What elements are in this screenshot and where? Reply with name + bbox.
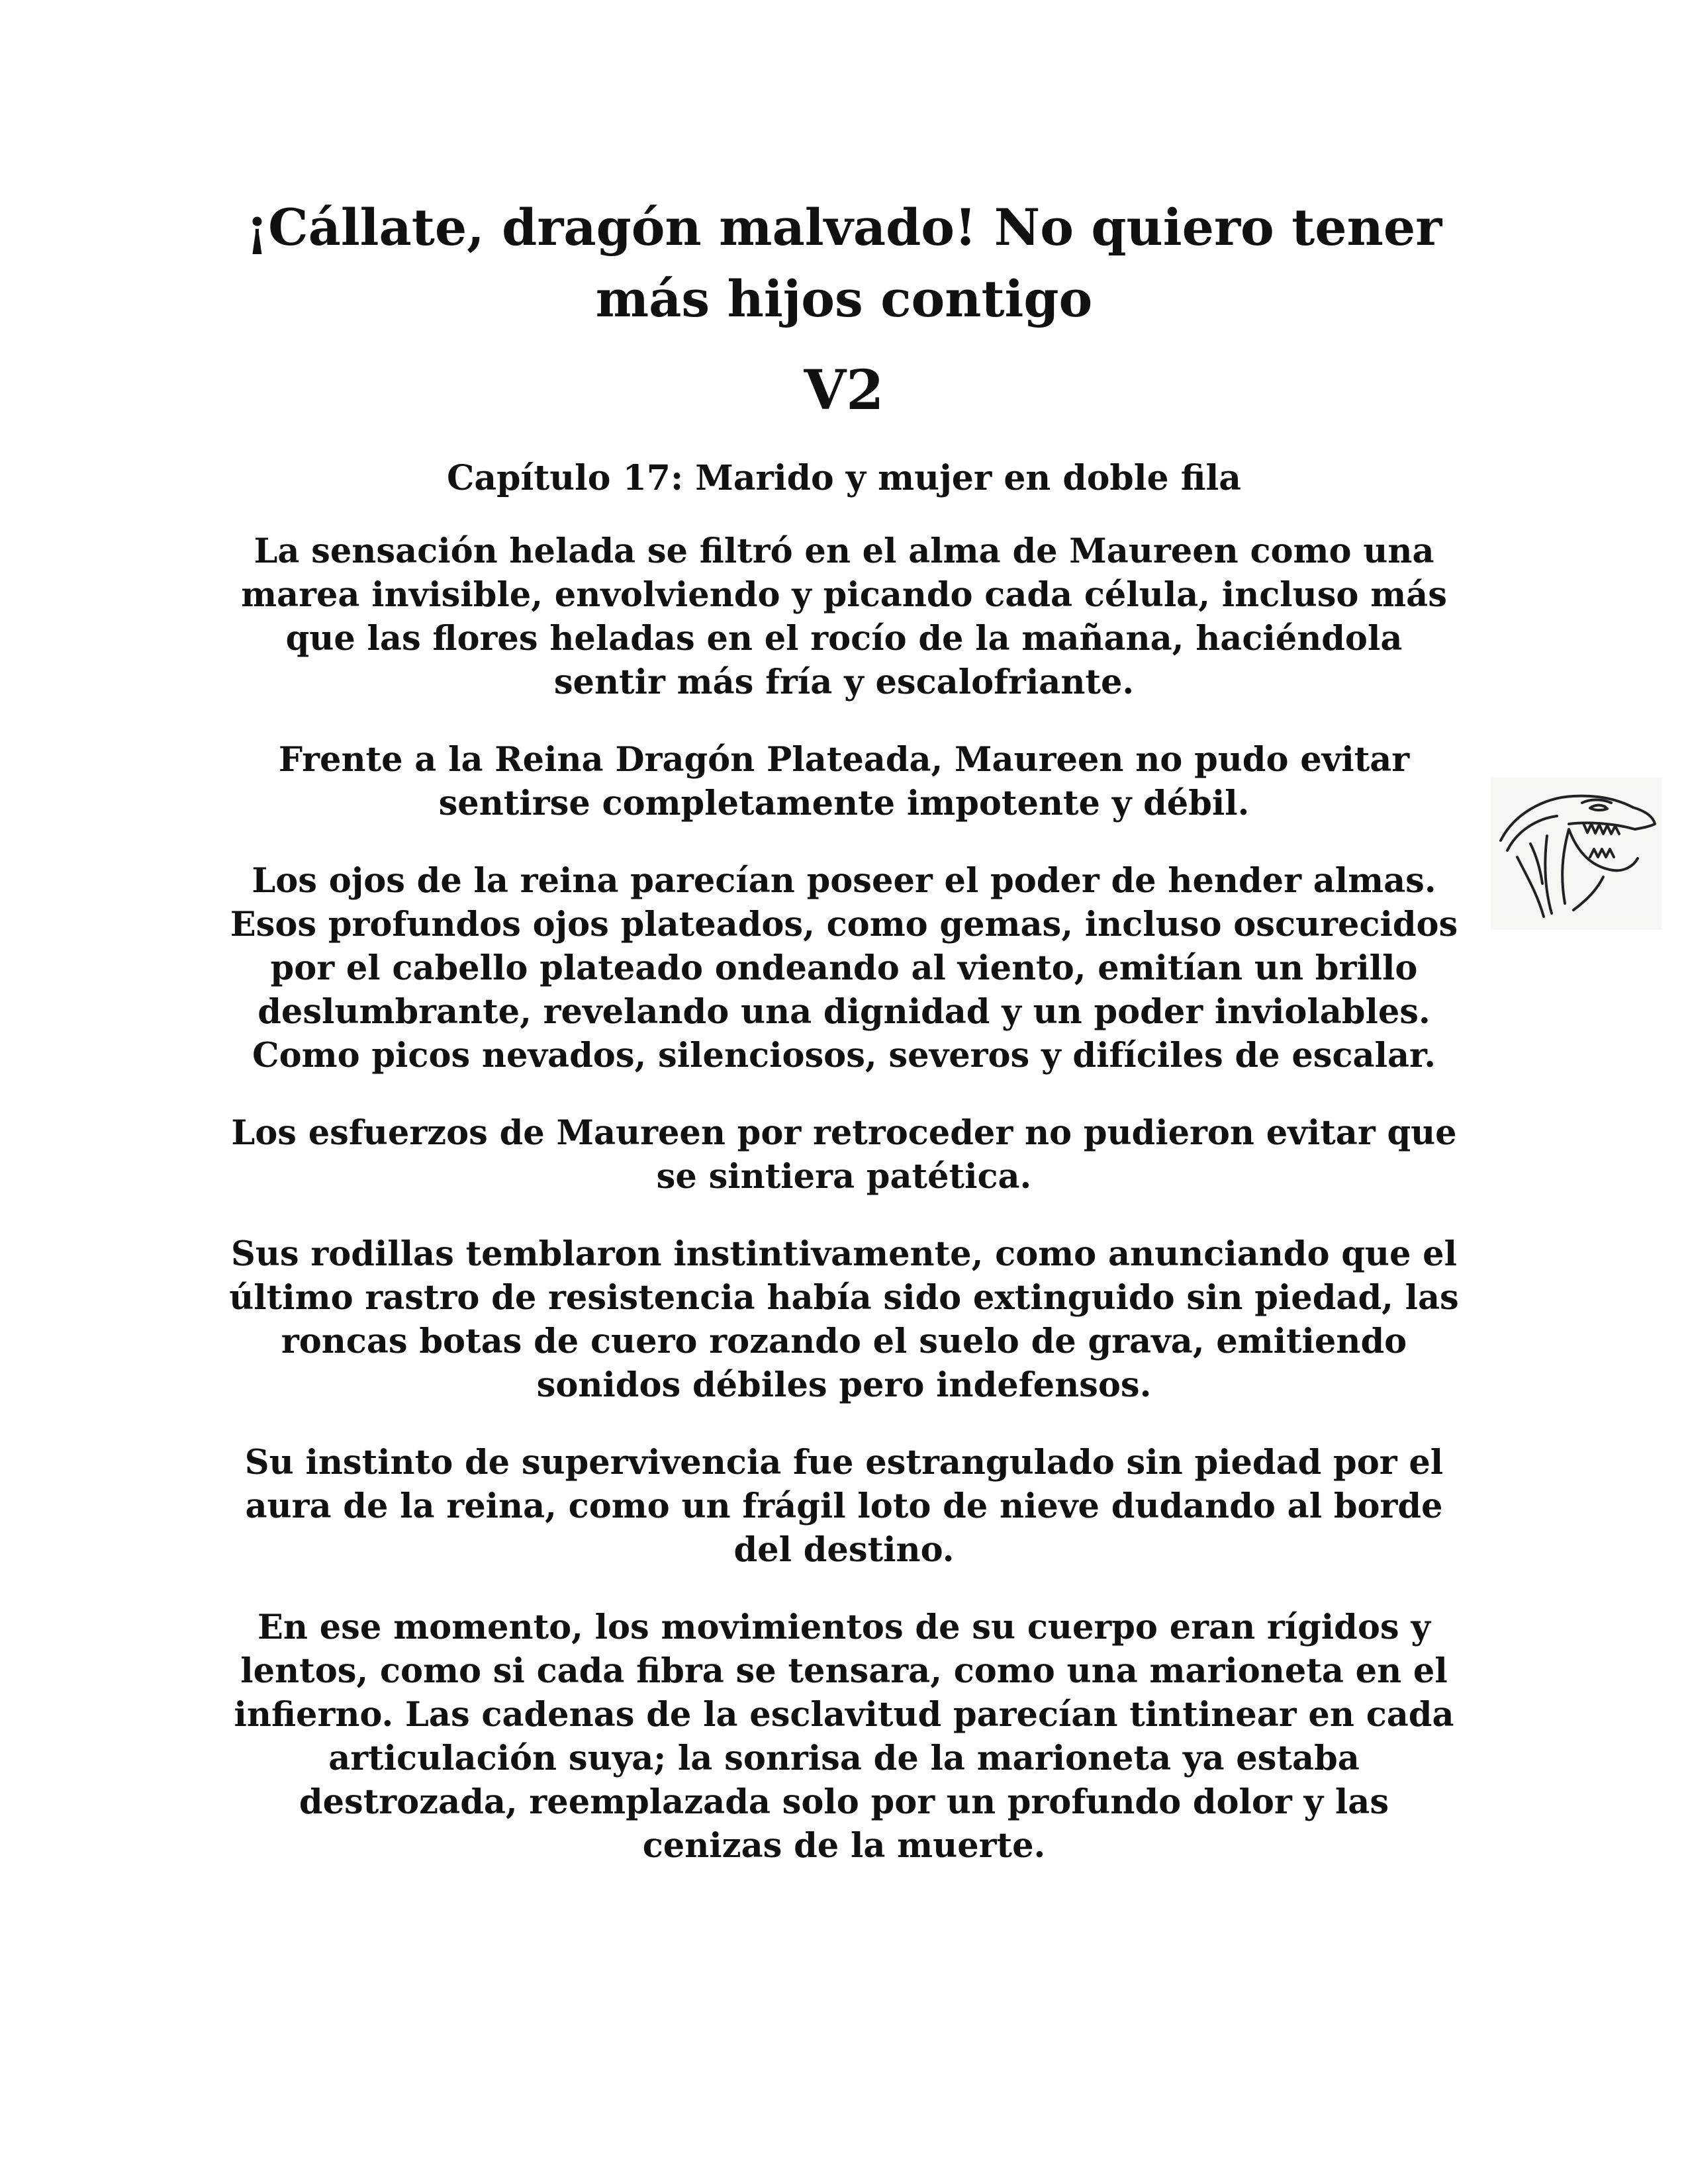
volume-label: V2 — [804, 359, 884, 422]
paragraph-5: Sus rodillas temblaron instintivamente, como anunciando que el último rastro de resistencia había sido extinguido sin piedad, las roncas botas de cuero rozando el suelo de grava, emitiendo sonidos débiles pero indefensos. — [229, 1234, 1459, 1405]
chapter-body — [228, 529, 1460, 1901]
paragraph-2: Frente a la Reina Dragón Plateada, Maureen no pudo evitar sentirse completamente impotente y débil. — [278, 740, 1410, 823]
paragraph-6: Su instinto de supervivencia fue estrangulado sin piedad por el aura de la reina, como un frágil loto de nieve dudando al borde del destino. — [244, 1443, 1444, 1570]
paragraph-3: Los ojos de la reina parecían poseer el poder de hender almas. Esos profundos ojos plateados, como gemas, incluso oscurecidos por el cabello plateado ondeando al viento, emitían un brillo deslumbrante, revelando una dignidad y un poder inviolables. Como picos nevados, silenciosos, severos y difíciles de escalar. — [230, 861, 1458, 1075]
paragraph-4: Los esfuerzos de Maureen por retroceder no pudieron evitar que se sintiera patética. — [231, 1113, 1457, 1197]
paragraph-1: La sensación helada se filtró en el alma de Maureen como una marea invisible, envolviendo y picando cada célula, incluso más que las flores heladas en el rocío de la mañana, haciéndola sentir más fría y escalofriante. — [241, 531, 1447, 702]
chapter-heading: Capítulo 17: Marido y mujer en doble fila — [447, 458, 1241, 498]
paragraph-7: En ese momento, los movimientos de su cuerpo eran rígidos y lentos, como si cada fibra se tensara, como una marioneta en el infierno. Las cadenas de la esclavitud parecían tintinear en cada articulación suya; la sonrisa de la marioneta ya estaba destrozada, reemplazada solo por un profundo dolor y las cenizas de la muerte. — [234, 1608, 1454, 1866]
dinosaur-head-icon — [1491, 778, 1662, 930]
page-title: ¡Cállate, dragón malvado! No quiero tener más hijos contigo — [246, 198, 1442, 328]
